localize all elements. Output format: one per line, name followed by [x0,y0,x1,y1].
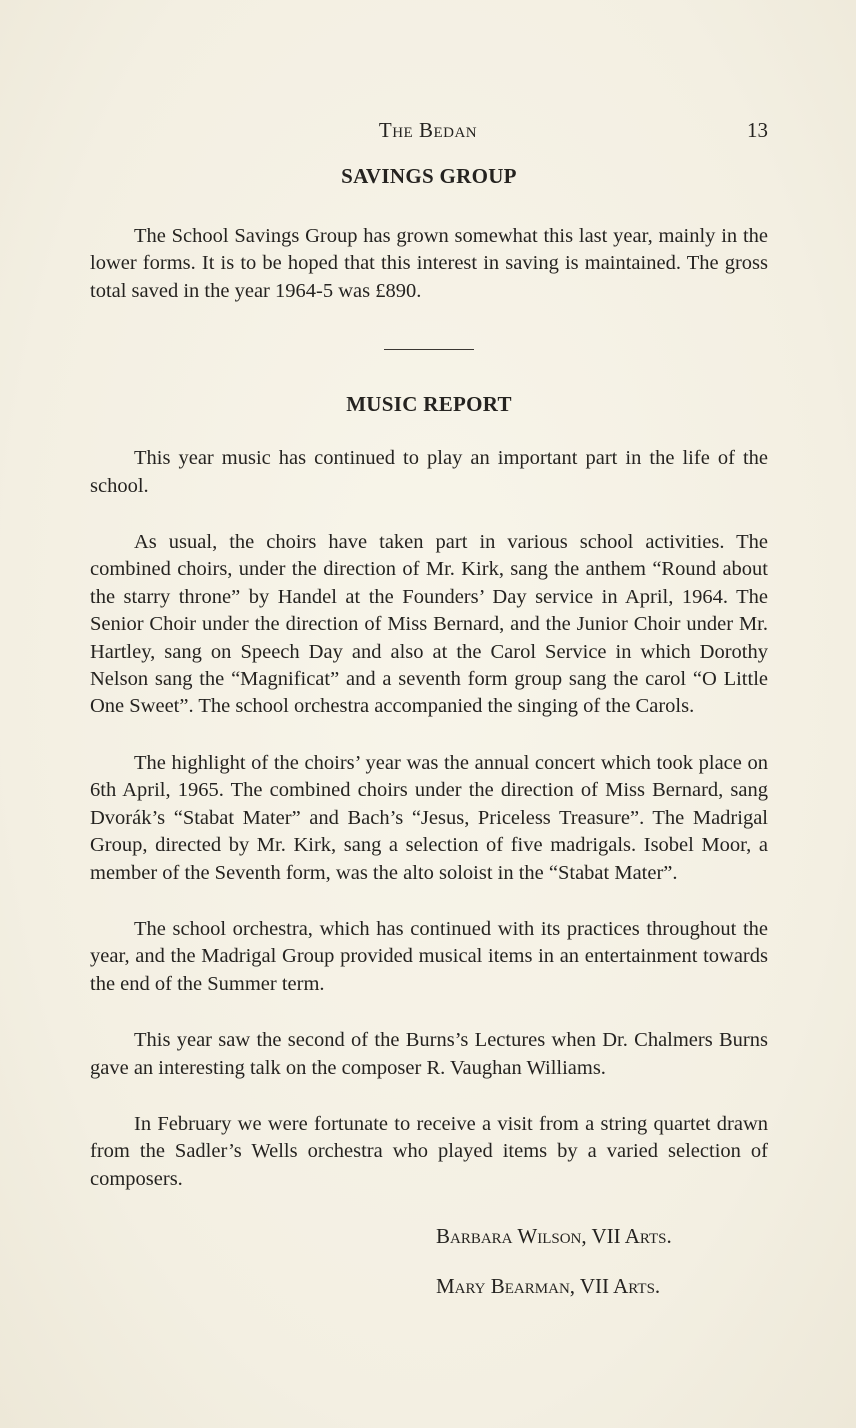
music-report-heading: MUSIC REPORT [346,392,512,417]
music-paragraph: This year saw the second of the Burns’s Lectures when Dr. Chalmers Burns gave an interesting talk on the composer R. Vaughan Williams. [90,1029,768,1079]
music-paragraph: As usual, the choirs have taken part in various school activities. The combined choirs, under the direction of Mr. Kirk, sang the anthem “Round about the starry throne” by Handel at the Founders’ Day service in April, 1964. The Senior Choir under the direction of Miss Bernard, and the Junior Choir under Mr. Hartley, sang on Speech Day and also at the Carol Service in which Dorothy Nelson sang the “Magnificat” and a seventh form group sang the carol “O Little One Sweet”. The school orchestra accompanied the singing of the Carols. [90,531,768,718]
savings-group-section [90,164,768,305]
running-title: The Bedan [378,118,478,142]
music-paragraph: The school orchestra, which has continued with its practices throughout the year, and the Madrigal Group provided musical items in an entertainment towards the end of the Summer term. [90,917,768,995]
page-content [90,164,768,1300]
music-paragraph: The highlight of the choirs’ year was the annual concert which took place on 6th April, 1965. The combined choirs under the direction of Miss Bernard, sang Dvorák’s “Stabat Mater” and Bach’s “Jesus, Priceless Treasure”. The Madrigal Group, directed by Mr. Kirk, sang a selection of five madrigals. Isobel Moor, a member of the Seventh form, was the alto soloist in the “Stabat Mater”. [90,751,768,884]
music-paragraph: This year music has continued to play an important part in the life of the school. [90,447,768,497]
page-number: 13 [747,118,768,142]
signature-block [90,1222,768,1300]
signature-line: Mary Bearman, VII Arts. [436,1274,661,1299]
savings-group-heading: SAVINGS GROUP [341,164,517,188]
savings-paragraph: The School Savings Group has grown somewhat this last year, mainly in the lower forms. It is to be hoped that this interest in saving is maintained. The gross total saved in the year 1964-5 was £890. [90,225,768,302]
music-paragraph: In February we were fortunate to receive a visit from a string quartet drawn from the Sadler’s Wells orchestra who played items by a varied selection of composers. [90,1112,768,1190]
music-report-section [90,392,768,1300]
running-header [0,118,856,148]
signature-line: Barbara Wilson, VII Arts. [436,1224,672,1249]
section-divider [384,349,474,350]
